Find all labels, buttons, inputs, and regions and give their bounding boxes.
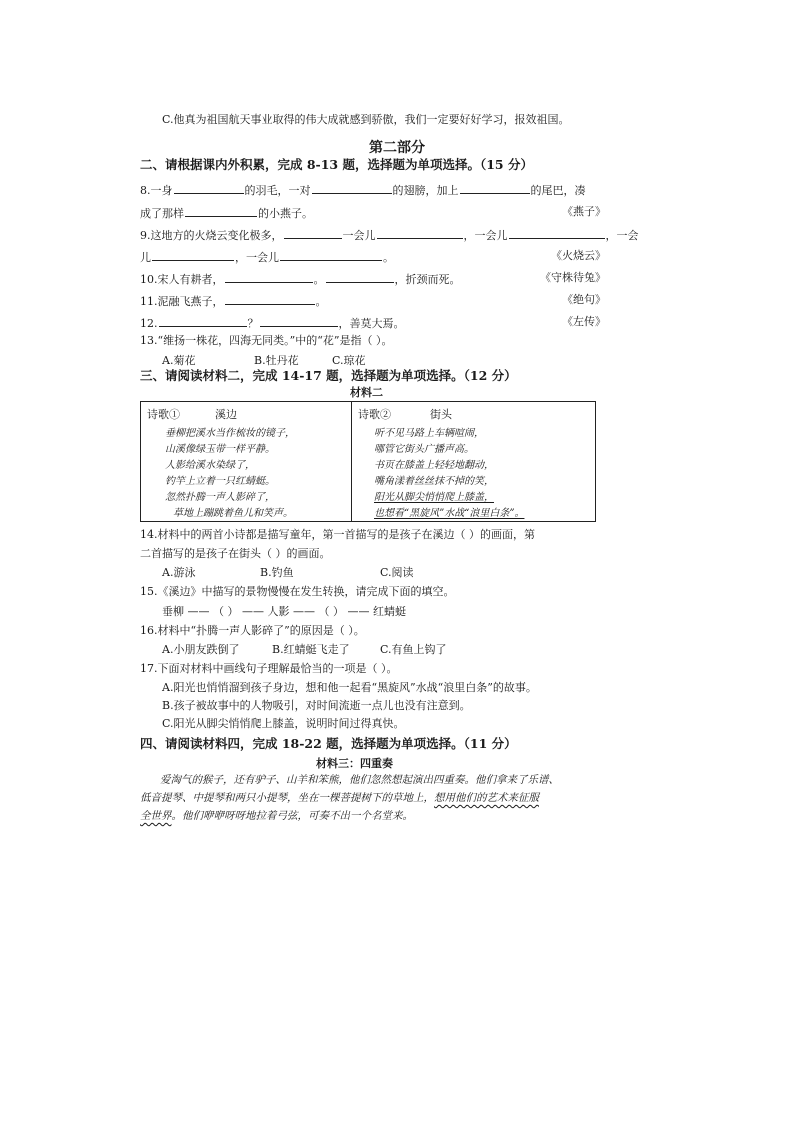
section4-heading: 四、请阅读材料四，完成 18-22 题，选择题为单项选择。（11 分） [140,736,517,751]
q9-source: 《火烧云》 [551,249,606,262]
q12-blank-2[interactable] [260,315,338,327]
poem2-line-5-underlined: 阳光从脚尖悄悄爬上膝盖， [374,492,494,503]
q8-blank-3[interactable] [460,182,530,194]
q9-blank-4[interactable] [152,249,234,261]
option-c-line: C.他真为祖国航天事业取得的伟大成就感到骄傲，我们一定要好好学习，报效祖国。 [162,113,570,126]
q13-option-c[interactable]: C.琼花 [332,354,366,367]
q8-blank-1[interactable] [174,182,244,194]
q10-blank-1[interactable] [225,271,313,283]
q14-option-a[interactable]: A.游泳 [162,566,196,579]
poem-table [140,401,596,522]
material3-para-line1: 爱淘气的猴子，还有驴子、山羊和笨熊，他们忽然想起演出四重奏。他们拿来了乐谱、 [160,774,559,786]
q16-option-b[interactable]: B.红蜻蜓飞走了 [272,643,350,656]
poem1-line-1: 垂柳把溪水当作梳妆的镜子， [165,428,295,439]
q8-blank-2[interactable] [312,182,392,194]
wavy-underline-phrase: 想用他们的艺术来征服 [434,792,539,804]
poem2-line-6-underlined: 也想看“黑旋风”水战“浪里白条”。 [374,508,525,519]
q17-option-c[interactable]: C.阳光从脚尖悄悄爬上膝盖，说明时间过得真快。 [162,717,405,730]
material3-para-line2: 低音提琴、中提琴和两只小提琴，坐在一棵菩提树下的草地上，想用他们的艺术来征服 [140,792,539,804]
poem2-line-3: 书页在膝盖上轻轻地翻动， [374,460,494,471]
q9-blank-3[interactable] [509,227,605,239]
poem2-label: 诗歌② [358,408,391,421]
q9-line1: 9.这地方的火烧云变化极多， 一会儿 ，一会儿 ，一会 [140,229,639,242]
q11-blank-1[interactable] [225,293,315,305]
poem2-cell [352,402,595,521]
q13-option-a[interactable]: A.菊花 [162,354,196,367]
q16-option-c[interactable]: C.有鱼上钩了 [380,643,447,656]
q16-option-a[interactable]: A.小朋友跌倒了 [162,643,240,656]
q8-line2: 成了那样 的小燕子。 [140,207,313,220]
q8-source: 《燕子》 [562,205,606,218]
poem1-line-3: 人影给溪水染绿了， [165,460,255,471]
poem1-line-2: 山溪像绿玉带一样平静。 [165,444,275,455]
q9-blank-5[interactable] [280,249,382,261]
q11-line: 11.泥融飞燕子， 。 [140,295,327,308]
poem2-line-2: 哪管它街头广播声高。 [374,444,474,455]
material3-para-line3: 全世界。他们咿咿呀呀地拉着弓弦，可奏不出一个名堂来。 [140,810,413,822]
material2-title: 材料二 [350,386,383,399]
q13-option-b[interactable]: B.牡丹花 [254,354,299,367]
q9-line2: 儿 ，一会儿 。 [140,251,394,264]
q11-source: 《绝句》 [562,293,606,306]
q14-line2: 二首描写的是孩子在街头（ ）的画面。 [140,547,331,560]
q14-option-c[interactable]: C.阅读 [380,566,414,579]
q17-option-b[interactable]: B.孩子被故事中的人物吸引，对时间流逝一点儿也没有注意到。 [162,699,471,712]
q16-question: 16.材料中“扑腾一声人影碎了”的原因是（ ）。 [140,624,365,637]
poem1-label: 诗歌① [147,408,180,421]
q12-blank-1[interactable] [159,315,247,327]
q10-blank-2[interactable] [326,271,394,283]
wavy-underline-phrase-end: 全世界 [140,810,172,822]
poem1-title: 溪边 [215,408,237,421]
q13-question: 13.“维扬一株花，四海无同类。”中的“花”是指（ ）。 [140,334,393,347]
q8-blank-4[interactable] [185,205,257,217]
q9-blank-1[interactable] [284,227,342,239]
q17-option-a[interactable]: A.阳光也悄悄溜到孩子身边，想和他一起看“黑旋风”水战“浪里白条”的故事。 [162,681,537,694]
section2-heading: 二、请根据课内外积累，完成 8-13 题，选择题为单项选择。（15 分） [140,157,533,172]
section3-heading: 三、请阅读材料二，完成 14-17 题，选择题为单项选择。（12 分） [140,368,517,383]
part-title: 第二部分 [369,140,425,156]
q12-line: 12. ？ ，善莫大焉。 [140,317,405,330]
material3-title: 材料三：四重奏 [316,757,393,770]
q15-question: 15.《溪边》中描写的景物慢慢在发生转换，请完成下面的填空。 [140,585,455,598]
poem1-line-6: 草地上蹦跳着鱼儿和笑声。 [173,508,293,519]
q14-line1: 14.材料中的两首小诗都是描写童年，第一首描写的是孩子在溪边（ ）的画面，第 [140,528,535,541]
q8-line1: 8.一身 的羽毛，一对 的翅膀，加上 的尾巴，凑 [140,184,586,197]
poem2-title: 街头 [430,408,452,421]
q14-option-b[interactable]: B.钓鱼 [260,566,294,579]
poem1-line-4: 钓竿上立着一只红蜻蜓。 [165,476,275,487]
q10-source: 《守株待兔》 [540,271,606,284]
q9-blank-2[interactable] [377,227,463,239]
q12-source: 《左传》 [562,315,606,328]
poem2-line-4: 嘴角漾着丝丝抹不掉的笑， [374,476,494,487]
q17-question: 17.下面对材料中画线句子理解最恰当的一项是（ ）。 [140,662,398,675]
poem2-line-1: 听不见马路上车辆喧闹， [374,428,484,439]
poem1-line-5: 忽然扑腾一声人影碎了， [165,492,275,503]
q15-chain: 垂柳 —— （ ） —— 人影 —— （ ） —— 红蜻蜓 [162,605,406,618]
q10-line: 10.宋人有耕者， 。 ，折颈而死。 [140,273,461,286]
poem1-cell [141,402,352,521]
